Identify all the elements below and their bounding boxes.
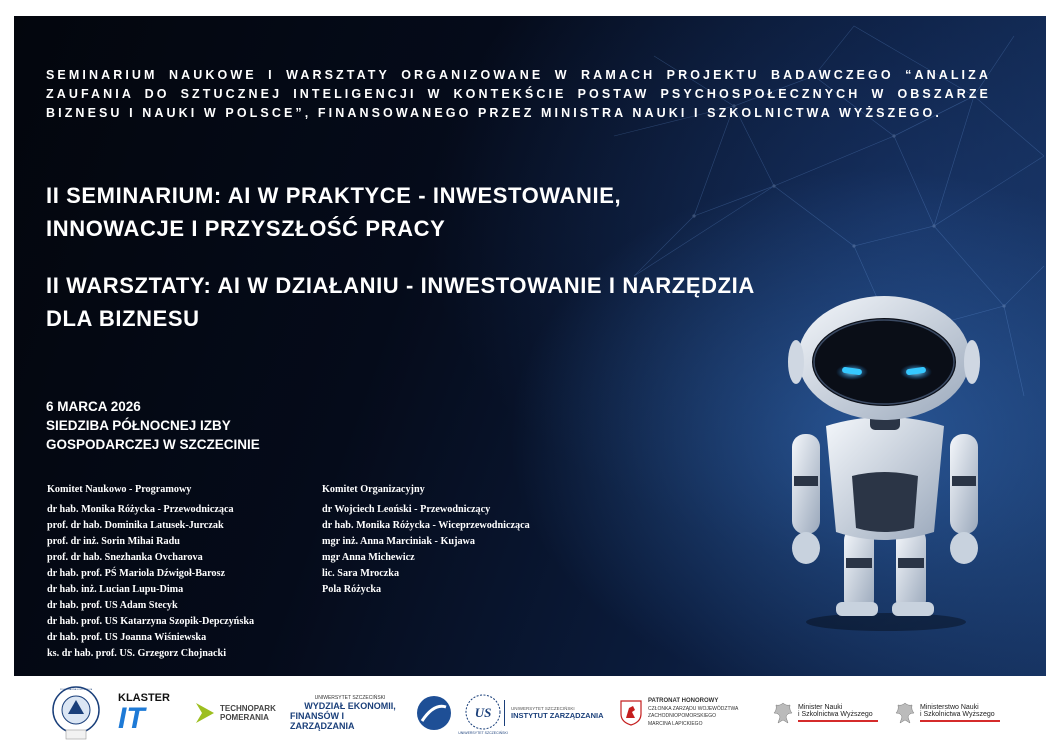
wefiz-logo: [290, 684, 410, 742]
klaster-label: KLASTER: [118, 692, 170, 704]
committee-member: prof. dr hab. Dominika Latusek-Jurczak: [47, 520, 224, 531]
iz-name: INSTYTUT ZARZĄDZANIA: [511, 711, 604, 720]
polish-eagle-icon: [772, 700, 794, 726]
klaster-it-mark: IT: [118, 702, 145, 735]
committee-member: dr hab. prof. US Adam Stecyk: [47, 600, 178, 611]
event-date: 6 MARCA 2026: [46, 399, 141, 414]
pig-logo: [50, 684, 102, 742]
wefiz-emblem: [416, 684, 452, 742]
organizing-committee-title: Komitet Organizacyjny: [322, 484, 425, 495]
venue-line-1: SIEDZIBA PÓŁNOCNEJ IZBY: [46, 418, 231, 433]
committee-member: mgr inż. Anna Marciniak - Kujawa: [322, 536, 476, 547]
committee-member: ks. dr hab. prof. US. Grzegorz Chojnacki: [47, 648, 227, 659]
minister-line-1: Minister Nauki: [798, 704, 843, 711]
griffin-coat-of-arms-icon: [620, 700, 642, 726]
wefiz-university: UNIWERSYTET SZCZECIŃSKI: [314, 695, 386, 701]
technopark-line-1: TECHNOPARK: [220, 704, 276, 713]
organizing-committee: [322, 482, 592, 598]
committee-member: dr hab. prof. US Joanna Wiśniewska: [47, 632, 207, 643]
ministry-line-2: i Szkolnictwa Wyższego: [920, 711, 995, 718]
committee-member: dr hab. prof. US Katarzyna Szopik-Depczyńska: [47, 616, 255, 627]
us-logo: [458, 684, 508, 742]
patronage-line-3: ZACHODNIOPOMORSKIEGO: [648, 713, 717, 719]
klaster-it-logo: [118, 684, 176, 742]
committee-member: prof. dr hab. Snezhanka Ovcharova: [47, 552, 203, 563]
pig-name: PÓŁNOCNA IZBA GOSPODARCZA: [59, 689, 93, 691]
minister-logo: [772, 684, 884, 742]
wefiz-circle-icon: [416, 695, 452, 731]
iz-university: UNIWERSYTET SZCZECIŃSKI: [511, 706, 575, 711]
us-mark: US: [474, 705, 492, 720]
patronage-line-4: MARCINA LAPICKIEGO: [648, 720, 703, 727]
wefiz-line-2: FINANSÓW I ZARZĄDZANIA: [290, 711, 355, 731]
workshop-title: II WARSZTATY: AI W DZIAŁANIU - INWESTOWANIE I NARZĘDZIA DLA BIZNESU: [46, 273, 755, 331]
patronage-line-1: PATRONAT HONOROWY: [648, 698, 719, 704]
minister-line-2: i Szkolnictwa Wyższego: [798, 711, 873, 718]
pig-emblem-icon: [50, 684, 102, 742]
patronage-line-2: CZŁONKA ZARZĄDU WOJEWÓDZTWA: [648, 705, 739, 712]
venue-line-2: GOSPODARCZEJ W SZCZECINIE: [46, 437, 260, 452]
committee-member: prof. dr inż. Sorin Mihai Radu: [47, 536, 180, 547]
technopark-logo: [196, 684, 276, 742]
marshal-patronage-logo: [620, 684, 760, 742]
committee-member: dr hab. inż. Lucian Lupu-Dima: [47, 584, 184, 595]
program-committee-title: Komitet Naukowo - Programowy: [47, 484, 192, 495]
committee-member: lic. Sara Mroczka: [322, 568, 400, 579]
committee-member: mgr Anna Michewicz: [322, 552, 415, 563]
project-description: SEMINARIUM NAUKOWE I WARSZTATY ORGANIZOWANE W RAMACH PROJEKTU BADAWCZEGO “ANALIZA ZAUFANIA DO SZTUCZNEJ INTELIGENCJI W KONTEKŚCIE POSTAW PSYCHOSPOŁECZNYCH W OBSZARZE BIZNESU I NAUKI W POLSCE”, FINANSOWANEGO PRZEZ MINISTRA NAUKI I SZKOLNICTWA WYŻSZEGO.: [46, 68, 991, 120]
robot-illustration: [774, 296, 994, 636]
partner-logos-bar: [0, 678, 1060, 749]
instytut-zarzadzania-logo: [504, 684, 608, 742]
us-ring-text: UNIWERSYTET SZCZECIŃSKI: [458, 731, 508, 735]
event-date-venue: [46, 397, 346, 454]
committee-member: dr Wojciech Leoński - Przewodniczący: [322, 504, 491, 515]
us-emblem-icon: [458, 690, 508, 736]
ministry-logo: [894, 684, 1012, 742]
committee-member: dr hab. Monika Różycka - Przewodnicząca: [47, 504, 234, 515]
committee-member: dr hab. prof. PŚ Mariola Dźwigoł-Barosz: [47, 568, 225, 579]
ministry-line-1: Ministerstwo Nauki: [920, 704, 979, 711]
technopark-arrow-icon: [196, 701, 216, 725]
polish-eagle-icon: [894, 700, 916, 726]
wefiz-line-1: WYDZIAŁ EKONOMII,: [304, 701, 396, 711]
seminar-title: II SEMINARIUM: AI W PRAKTYCE - INWESTOWANIE, INNOWACJE I PRZYSZŁOŚĆ PRACY: [46, 183, 622, 241]
poster: [14, 16, 1046, 676]
committee-member: Pola Różycka: [322, 584, 382, 595]
technopark-line-2: POMERANIA: [220, 713, 269, 722]
committee-member: dr hab. Monika Różycka - Wiceprzewodnicząca: [322, 520, 530, 531]
program-committee: [47, 482, 317, 662]
